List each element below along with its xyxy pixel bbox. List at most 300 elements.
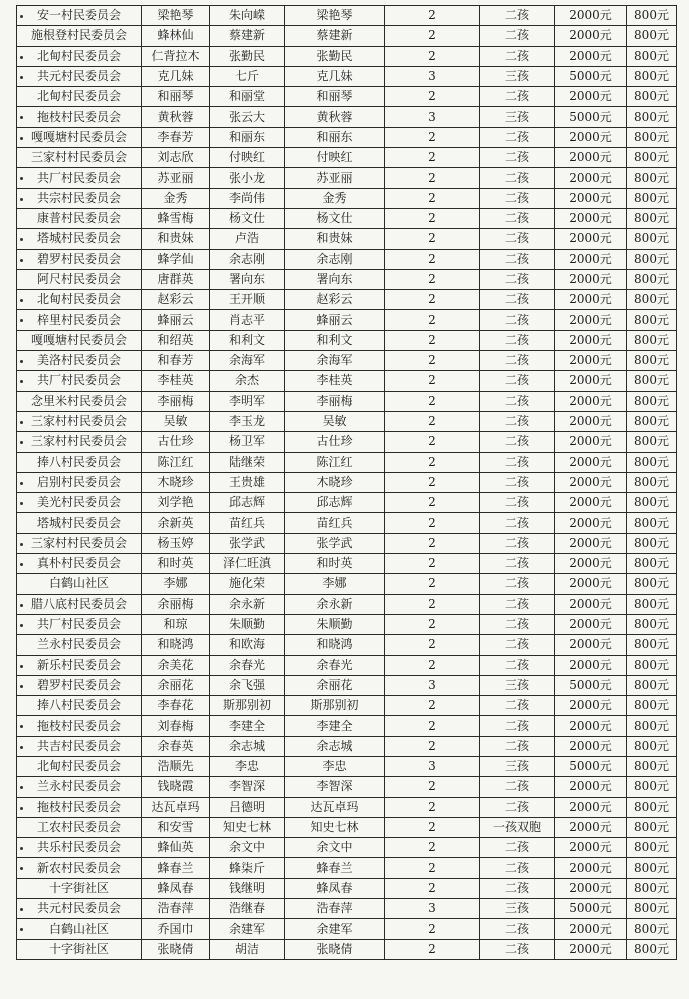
birth-order-cell: 二孩 [480, 411, 555, 431]
committee-cell: 启别村民委员会 [17, 472, 142, 492]
committee-cell: 碧罗村民委员会 [17, 675, 142, 695]
birth-order-cell: 二孩 [480, 87, 555, 107]
spouse-cell: 余建军 [210, 919, 285, 939]
applicant-cell: 和晓鸿 [142, 635, 210, 655]
subsidy-amount-cell: 800元 [627, 594, 677, 614]
award-amount-cell: 2000元 [555, 777, 627, 797]
table-row [17, 554, 677, 574]
birth-order-cell: 二孩 [480, 493, 555, 513]
table-row [17, 493, 677, 513]
child-count-cell: 2 [385, 858, 480, 878]
award-amount-cell: 2000元 [555, 148, 627, 168]
child-count-cell: 3 [385, 66, 480, 86]
spouse-cell: 杨文仕 [210, 208, 285, 228]
table-row [17, 229, 677, 249]
applicant-cell: 和绍英 [142, 330, 210, 350]
birth-order-cell: 二孩 [480, 635, 555, 655]
spouse-cell: 李玉龙 [210, 411, 285, 431]
child-count-cell: 2 [385, 46, 480, 66]
table-row [17, 614, 677, 634]
table-row [17, 513, 677, 533]
recipient-cell: 浩春萍 [285, 899, 385, 919]
birth-order-cell: 二孩 [480, 939, 555, 959]
award-amount-cell: 2000元 [555, 391, 627, 411]
recipient-cell: 和时英 [285, 554, 385, 574]
applicant-cell: 古仕珍 [142, 432, 210, 452]
applicant-cell: 梁艳琴 [142, 6, 210, 26]
award-amount-cell: 2000元 [555, 432, 627, 452]
award-amount-cell: 2000元 [555, 208, 627, 228]
birth-order-cell: 三孩 [480, 756, 555, 776]
committee-cell: 十字街社区 [17, 878, 142, 898]
applicant-cell: 达瓦卓玛 [142, 797, 210, 817]
child-count-cell: 2 [385, 229, 480, 249]
applicant-cell: 仁背拉木 [142, 46, 210, 66]
spouse-cell: 张学武 [210, 533, 285, 553]
committee-cell: 三家村村民委员会 [17, 411, 142, 431]
committee-cell: 梓里村民委员会 [17, 310, 142, 330]
child-count-cell: 2 [385, 817, 480, 837]
recipient-cell: 李桂英 [285, 371, 385, 391]
award-amount-cell: 2000元 [555, 127, 627, 147]
birth-order-cell: 二孩 [480, 127, 555, 147]
subsidy-amount-cell: 800元 [627, 66, 677, 86]
subsidy-amount-cell: 800元 [627, 107, 677, 127]
committee-cell: 阿尺村民委员会 [17, 269, 142, 289]
committee-cell: 共厂村民委员会 [17, 371, 142, 391]
applicant-cell: 余美花 [142, 655, 210, 675]
birth-order-cell: 二孩 [480, 655, 555, 675]
child-count-cell: 2 [385, 391, 480, 411]
birth-order-cell: 二孩 [480, 310, 555, 330]
applicant-cell: 吴敏 [142, 411, 210, 431]
applicant-cell: 蜂林仙 [142, 26, 210, 46]
table-row [17, 66, 677, 86]
subsidy-amount-cell: 800元 [627, 939, 677, 959]
birth-order-cell: 二孩 [480, 696, 555, 716]
table-row [17, 675, 677, 695]
award-amount-cell: 2000元 [555, 797, 627, 817]
committee-cell: 三家村村民委员会 [17, 533, 142, 553]
child-count-cell: 2 [385, 127, 480, 147]
spouse-cell: 苗红兵 [210, 513, 285, 533]
birth-order-cell: 二孩 [480, 229, 555, 249]
committee-cell: 施根登村民委员会 [17, 26, 142, 46]
table-row [17, 371, 677, 391]
recipient-cell: 和晓鸿 [285, 635, 385, 655]
recipient-cell: 吴敏 [285, 411, 385, 431]
award-amount-cell: 2000元 [555, 249, 627, 269]
applicant-cell: 余丽花 [142, 675, 210, 695]
award-amount-cell: 2000元 [555, 87, 627, 107]
birth-order-cell: 二孩 [480, 594, 555, 614]
spouse-cell: 杨卫军 [210, 432, 285, 452]
spouse-cell: 卢浩 [210, 229, 285, 249]
spouse-cell: 和丽堂 [210, 87, 285, 107]
applicant-cell: 和贵妹 [142, 229, 210, 249]
birth-order-cell: 二孩 [480, 249, 555, 269]
table-row [17, 858, 677, 878]
subsidy-amount-cell: 800元 [627, 635, 677, 655]
subsidy-amount-cell: 800元 [627, 310, 677, 330]
table-row [17, 939, 677, 959]
child-count-cell: 2 [385, 777, 480, 797]
child-count-cell: 2 [385, 554, 480, 574]
applicant-cell: 蜂丽云 [142, 310, 210, 330]
table-row [17, 777, 677, 797]
recipient-cell: 达瓦卓玛 [285, 797, 385, 817]
recipient-cell: 蜂丽云 [285, 310, 385, 330]
birth-order-cell: 二孩 [480, 208, 555, 228]
roster-body [17, 6, 677, 960]
award-amount-cell: 2000元 [555, 6, 627, 26]
award-amount-cell: 5000元 [555, 899, 627, 919]
birth-order-cell: 二孩 [480, 736, 555, 756]
committee-cell: 捧八村民委员会 [17, 696, 142, 716]
award-amount-cell: 2000元 [555, 310, 627, 330]
child-count-cell: 2 [385, 614, 480, 634]
recipient-cell: 和利文 [285, 330, 385, 350]
child-count-cell: 2 [385, 371, 480, 391]
applicant-cell: 克几妹 [142, 66, 210, 86]
applicant-cell: 苏亚丽 [142, 168, 210, 188]
subsidy-amount-cell: 800元 [627, 493, 677, 513]
subsidy-amount-cell: 800元 [627, 452, 677, 472]
child-count-cell: 2 [385, 493, 480, 513]
committee-cell: 捧八村民委员会 [17, 452, 142, 472]
applicant-cell: 杨玉婷 [142, 533, 210, 553]
applicant-cell: 赵彩云 [142, 290, 210, 310]
applicant-cell: 浩顺先 [142, 756, 210, 776]
recipient-cell: 苏亚丽 [285, 168, 385, 188]
recipient-cell: 和贵妹 [285, 229, 385, 249]
birth-order-cell: 二孩 [480, 168, 555, 188]
table-row [17, 411, 677, 431]
award-amount-cell: 2000元 [555, 411, 627, 431]
table-row [17, 351, 677, 371]
recipient-cell: 木晓珍 [285, 472, 385, 492]
subsidy-amount-cell: 800元 [627, 614, 677, 634]
spouse-cell: 李智深 [210, 777, 285, 797]
spouse-cell: 李建全 [210, 716, 285, 736]
recipient-cell: 金秀 [285, 188, 385, 208]
committee-cell: 十字街社区 [17, 939, 142, 959]
table-row [17, 391, 677, 411]
table-row [17, 594, 677, 614]
award-amount-cell: 2000元 [555, 696, 627, 716]
table-row [17, 26, 677, 46]
spouse-cell: 余文中 [210, 838, 285, 858]
committee-cell: 北甸村民委员会 [17, 290, 142, 310]
child-count-cell: 2 [385, 574, 480, 594]
committee-cell: 腊八底村民委员会 [17, 594, 142, 614]
recipient-cell: 余文中 [285, 838, 385, 858]
committee-cell: 拖枝村民委员会 [17, 716, 142, 736]
child-count-cell: 2 [385, 6, 480, 26]
birth-order-cell: 二孩 [480, 838, 555, 858]
recipient-cell: 克几妹 [285, 66, 385, 86]
table-row [17, 919, 677, 939]
committee-cell: 共乐村民委员会 [17, 838, 142, 858]
child-count-cell: 2 [385, 696, 480, 716]
subsidy-amount-cell: 800元 [627, 127, 677, 147]
birth-order-cell: 三孩 [480, 899, 555, 919]
subsidy-amount-cell: 800元 [627, 817, 677, 837]
recipient-cell: 李忠 [285, 756, 385, 776]
subsidy-roster-table [16, 5, 677, 960]
birth-order-cell: 二孩 [480, 188, 555, 208]
spouse-cell: 朱向嵘 [210, 6, 285, 26]
recipient-cell: 赵彩云 [285, 290, 385, 310]
award-amount-cell: 2000元 [555, 716, 627, 736]
committee-cell: 共厂村民委员会 [17, 168, 142, 188]
applicant-cell: 钱晓霞 [142, 777, 210, 797]
spouse-cell: 付映红 [210, 148, 285, 168]
recipient-cell: 余海军 [285, 351, 385, 371]
subsidy-amount-cell: 800元 [627, 696, 677, 716]
award-amount-cell: 2000元 [555, 513, 627, 533]
award-amount-cell: 2000元 [555, 574, 627, 594]
applicant-cell: 乔国巾 [142, 919, 210, 939]
committee-cell: 美洛村民委员会 [17, 351, 142, 371]
committee-cell: 塔城村民委员会 [17, 513, 142, 533]
child-count-cell: 2 [385, 594, 480, 614]
table-row [17, 716, 677, 736]
spouse-cell: 余海军 [210, 351, 285, 371]
spouse-cell: 和欧海 [210, 635, 285, 655]
subsidy-amount-cell: 800元 [627, 208, 677, 228]
subsidy-amount-cell: 800元 [627, 411, 677, 431]
spouse-cell: 浩继春 [210, 899, 285, 919]
award-amount-cell: 2000元 [555, 655, 627, 675]
subsidy-amount-cell: 800元 [627, 675, 677, 695]
spouse-cell: 余志刚 [210, 249, 285, 269]
birth-order-cell: 二孩 [480, 26, 555, 46]
birth-order-cell: 二孩 [480, 148, 555, 168]
table-row [17, 330, 677, 350]
table-row [17, 452, 677, 472]
birth-order-cell: 一孩双胞 [480, 817, 555, 837]
table-row [17, 878, 677, 898]
award-amount-cell: 2000元 [555, 554, 627, 574]
child-count-cell: 2 [385, 188, 480, 208]
table-row [17, 46, 677, 66]
recipient-cell: 斯那别初 [285, 696, 385, 716]
spouse-cell: 陆继荣 [210, 452, 285, 472]
subsidy-amount-cell: 800元 [627, 533, 677, 553]
recipient-cell: 知史七林 [285, 817, 385, 837]
birth-order-cell: 二孩 [480, 614, 555, 634]
subsidy-amount-cell: 800元 [627, 756, 677, 776]
applicant-cell: 李春花 [142, 696, 210, 716]
spouse-cell: 王贵雄 [210, 472, 285, 492]
recipient-cell: 张勤民 [285, 46, 385, 66]
birth-order-cell: 二孩 [480, 452, 555, 472]
table-row [17, 168, 677, 188]
child-count-cell: 3 [385, 675, 480, 695]
recipient-cell: 张晓倩 [285, 939, 385, 959]
birth-order-cell: 二孩 [480, 858, 555, 878]
subsidy-amount-cell: 800元 [627, 858, 677, 878]
subsidy-amount-cell: 800元 [627, 188, 677, 208]
spouse-cell: 吕德明 [210, 797, 285, 817]
award-amount-cell: 2000元 [555, 939, 627, 959]
child-count-cell: 2 [385, 878, 480, 898]
applicant-cell: 刘学艳 [142, 493, 210, 513]
committee-cell: 共厂村民委员会 [17, 614, 142, 634]
spouse-cell: 余春光 [210, 655, 285, 675]
subsidy-amount-cell: 800元 [627, 249, 677, 269]
birth-order-cell: 二孩 [480, 351, 555, 371]
spouse-cell: 朱顺勤 [210, 614, 285, 634]
applicant-cell: 李春芳 [142, 127, 210, 147]
birth-order-cell: 二孩 [480, 797, 555, 817]
applicant-cell: 蜂凤春 [142, 878, 210, 898]
birth-order-cell: 二孩 [480, 290, 555, 310]
child-count-cell: 2 [385, 87, 480, 107]
committee-cell: 兰永村民委员会 [17, 777, 142, 797]
committee-cell: 新乐村民委员会 [17, 655, 142, 675]
subsidy-amount-cell: 800元 [627, 716, 677, 736]
birth-order-cell: 二孩 [480, 574, 555, 594]
subsidy-amount-cell: 800元 [627, 655, 677, 675]
award-amount-cell: 2000元 [555, 493, 627, 513]
spouse-cell: 钱继明 [210, 878, 285, 898]
committee-cell: 安一村民委员会 [17, 6, 142, 26]
award-amount-cell: 2000元 [555, 168, 627, 188]
spouse-cell: 余志城 [210, 736, 285, 756]
table-row [17, 249, 677, 269]
table-row [17, 797, 677, 817]
subsidy-amount-cell: 800元 [627, 797, 677, 817]
award-amount-cell: 2000元 [555, 594, 627, 614]
subsidy-amount-cell: 800元 [627, 513, 677, 533]
spouse-cell: 胡洁 [210, 939, 285, 959]
applicant-cell: 和春芳 [142, 351, 210, 371]
subsidy-amount-cell: 800元 [627, 351, 677, 371]
birth-order-cell: 二孩 [480, 533, 555, 553]
child-count-cell: 3 [385, 899, 480, 919]
birth-order-cell: 二孩 [480, 472, 555, 492]
child-count-cell: 2 [385, 269, 480, 289]
spouse-cell: 李明军 [210, 391, 285, 411]
applicant-cell: 蜂春兰 [142, 858, 210, 878]
applicant-cell: 刘春梅 [142, 716, 210, 736]
applicant-cell: 李娜 [142, 574, 210, 594]
child-count-cell: 2 [385, 249, 480, 269]
recipient-cell: 黄秋蓉 [285, 107, 385, 127]
recipient-cell: 和丽东 [285, 127, 385, 147]
committee-cell: 北甸村民委员会 [17, 87, 142, 107]
subsidy-amount-cell: 800元 [627, 330, 677, 350]
subsidy-amount-cell: 800元 [627, 574, 677, 594]
committee-cell: 共吉村民委员会 [17, 736, 142, 756]
spouse-cell: 知史七林 [210, 817, 285, 837]
applicant-cell: 浩春萍 [142, 899, 210, 919]
child-count-cell: 2 [385, 351, 480, 371]
birth-order-cell: 二孩 [480, 391, 555, 411]
recipient-cell: 余春光 [285, 655, 385, 675]
birth-order-cell: 二孩 [480, 878, 555, 898]
committee-cell: 三家村村民委员会 [17, 148, 142, 168]
applicant-cell: 李桂英 [142, 371, 210, 391]
award-amount-cell: 2000元 [555, 919, 627, 939]
applicant-cell: 余新英 [142, 513, 210, 533]
child-count-cell: 3 [385, 107, 480, 127]
award-amount-cell: 2000元 [555, 188, 627, 208]
recipient-cell: 朱顺勤 [285, 614, 385, 634]
child-count-cell: 2 [385, 472, 480, 492]
subsidy-amount-cell: 800元 [627, 87, 677, 107]
subsidy-amount-cell: 800元 [627, 899, 677, 919]
applicant-cell: 和丽琴 [142, 87, 210, 107]
spouse-cell: 余杰 [210, 371, 285, 391]
award-amount-cell: 5000元 [555, 675, 627, 695]
spouse-cell: 张勤民 [210, 46, 285, 66]
committee-cell: 共元村民委员会 [17, 899, 142, 919]
child-count-cell: 2 [385, 838, 480, 858]
subsidy-amount-cell: 800元 [627, 46, 677, 66]
table-row [17, 310, 677, 330]
subsidy-amount-cell: 800元 [627, 290, 677, 310]
committee-cell: 共元村民委员会 [17, 66, 142, 86]
child-count-cell: 2 [385, 168, 480, 188]
subsidy-amount-cell: 800元 [627, 777, 677, 797]
applicant-cell: 陈江红 [142, 452, 210, 472]
table-row [17, 899, 677, 919]
recipient-cell: 和丽琴 [285, 87, 385, 107]
birth-order-cell: 二孩 [480, 554, 555, 574]
table-row [17, 188, 677, 208]
spouse-cell: 蔡建新 [210, 26, 285, 46]
recipient-cell: 梁艳琴 [285, 6, 385, 26]
applicant-cell: 张晓倩 [142, 939, 210, 959]
committee-cell: 拖枝村民委员会 [17, 107, 142, 127]
child-count-cell: 2 [385, 736, 480, 756]
applicant-cell: 李丽梅 [142, 391, 210, 411]
child-count-cell: 2 [385, 432, 480, 452]
spouse-cell: 李尚伟 [210, 188, 285, 208]
child-count-cell: 3 [385, 756, 480, 776]
subsidy-amount-cell: 800元 [627, 168, 677, 188]
child-count-cell: 2 [385, 939, 480, 959]
subsidy-amount-cell: 800元 [627, 838, 677, 858]
award-amount-cell: 2000元 [555, 858, 627, 878]
table-row [17, 696, 677, 716]
subsidy-amount-cell: 800元 [627, 148, 677, 168]
table-row [17, 6, 677, 26]
recipient-cell: 余建军 [285, 919, 385, 939]
table-row [17, 87, 677, 107]
spouse-cell: 施化荣 [210, 574, 285, 594]
birth-order-cell: 二孩 [480, 513, 555, 533]
committee-cell: 共宗村民委员会 [17, 188, 142, 208]
award-amount-cell: 2000元 [555, 229, 627, 249]
table-row [17, 756, 677, 776]
recipient-cell: 陈江红 [285, 452, 385, 472]
award-amount-cell: 2000元 [555, 330, 627, 350]
recipient-cell: 蜂春兰 [285, 858, 385, 878]
subsidy-amount-cell: 800元 [627, 269, 677, 289]
applicant-cell: 蜂仙英 [142, 838, 210, 858]
table-row [17, 269, 677, 289]
child-count-cell: 2 [385, 655, 480, 675]
birth-order-cell: 三孩 [480, 675, 555, 695]
recipient-cell: 余志刚 [285, 249, 385, 269]
committee-cell: 三家村村民委员会 [17, 432, 142, 452]
committee-cell: 美光村民委员会 [17, 493, 142, 513]
spouse-cell: 泽仁旺滇 [210, 554, 285, 574]
